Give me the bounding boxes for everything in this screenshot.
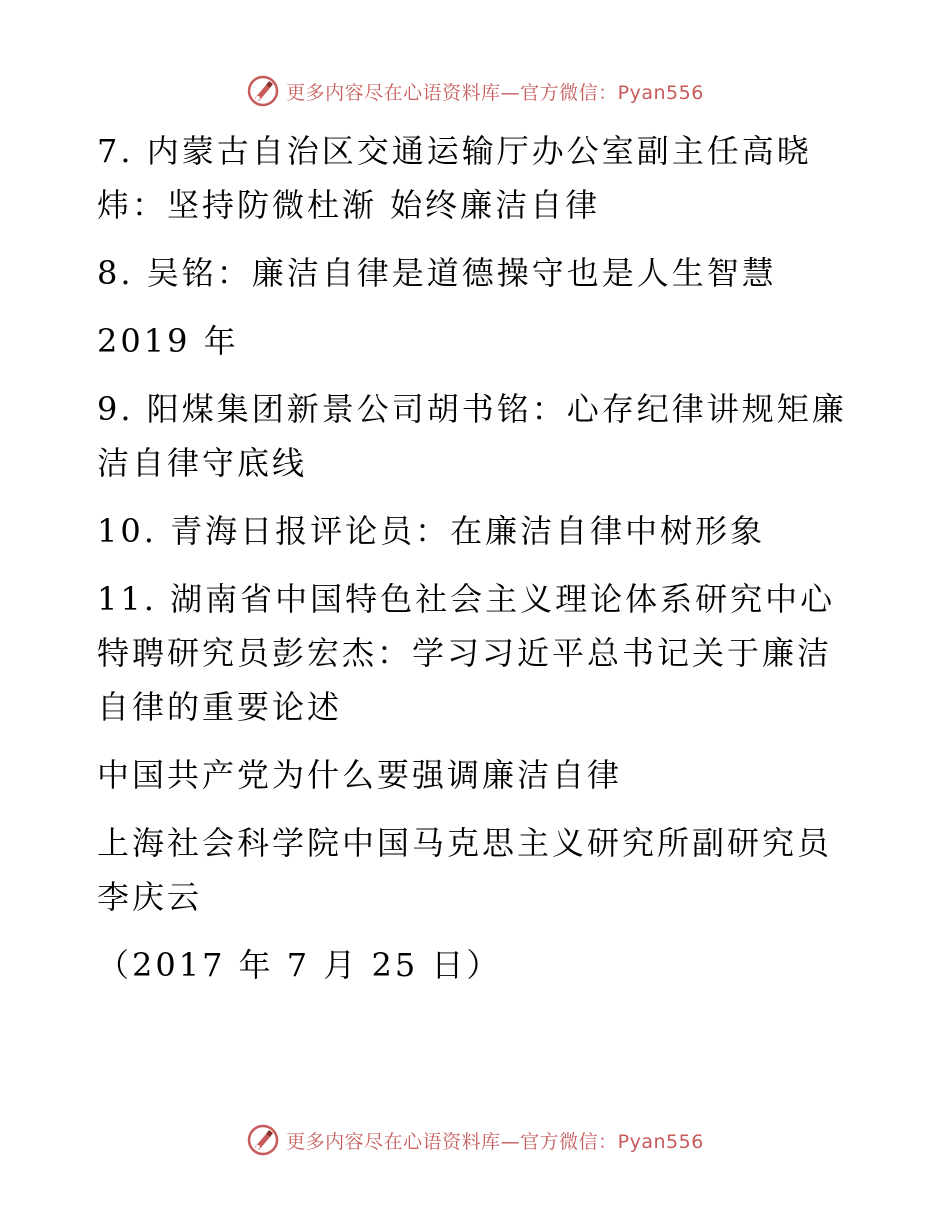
paragraph-item-8: 8. 吴铭：廉洁自律是道德操守也是人生智慧 [97, 254, 777, 292]
paragraph-item-10: 10. 青海日报评论员：在廉洁自律中树形象 [97, 512, 766, 550]
footer-banner-text: 更多内容尽在心语资料库—官方微信：Pyan556 [286, 1130, 704, 1153]
paragraph-author: 上海社会科学院中国马克思主义研究所副研究员李庆云 [97, 824, 833, 916]
pen-nib-logo-icon [246, 74, 280, 108]
document-body [97, 124, 857, 992]
paragraph-date: （2017 年 7 月 25 日） [97, 946, 502, 984]
header-watermark-banner [0, 71, 950, 111]
paragraph-item-7: 7. 内蒙古自治区交通运输厅办公室副主任高晓炜：坚持防微杜渐 始终廉洁自律 [97, 132, 812, 224]
paragraph-year-heading: 2019 年 [97, 322, 239, 360]
pen-nib-logo-icon [246, 1123, 280, 1157]
footer-watermark-banner [0, 1120, 950, 1160]
paragraph-item-11: 11. 湖南省中国特色社会主义理论体系研究中心特聘研究员彭宏杰：学习习近平总书记关于廉洁自律的重要论述 [97, 580, 836, 726]
paragraph-item-9: 9. 阳煤集团新景公司胡书铭：心存纪律讲规矩廉洁自律守底线 [97, 390, 847, 482]
paragraph-article-title: 中国共产党为什么要强调廉洁自律 [97, 756, 623, 794]
header-banner-text: 更多内容尽在心语资料库—官方微信：Pyan556 [286, 81, 704, 104]
